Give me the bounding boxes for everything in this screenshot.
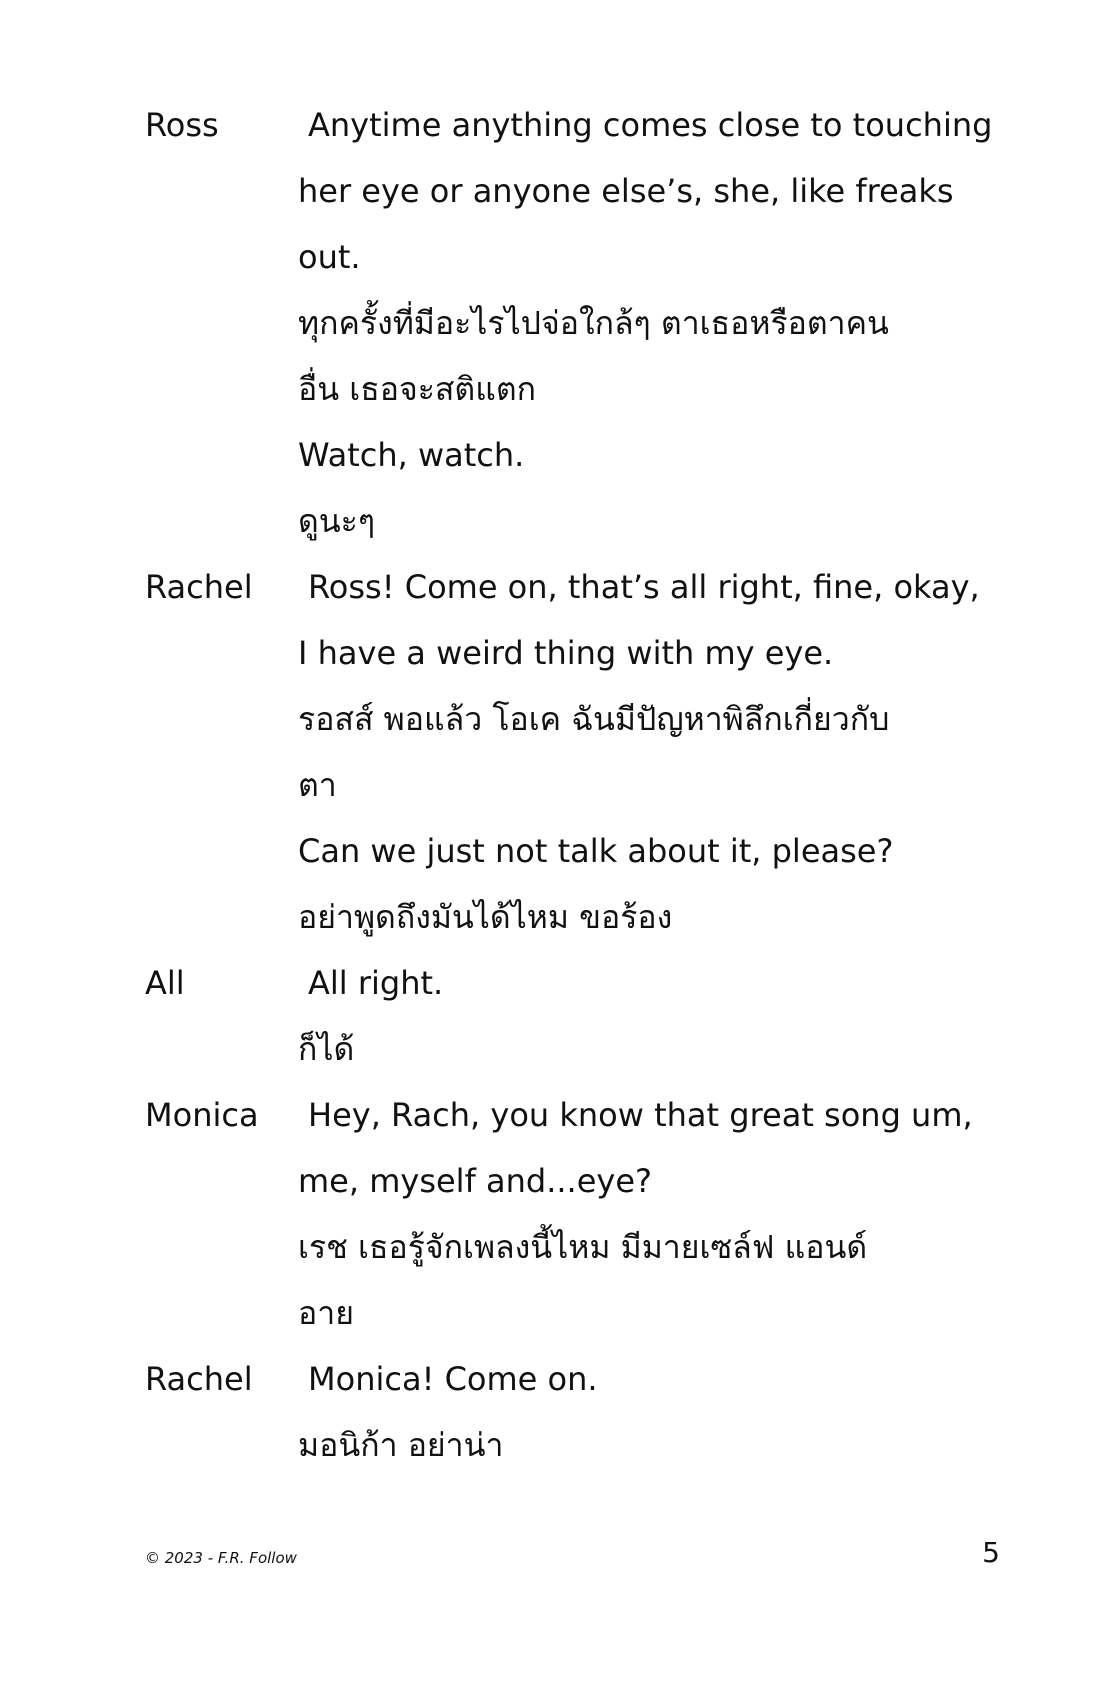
speaker-name: Rachel [145,1360,253,1398]
dialogue-line: Hey, Rach, you know that great song um, [308,1096,973,1134]
dialogue-line: อื่น เธอจะสติแตก [298,370,536,408]
dialogue-block [145,1346,995,1478]
page-number: 5 [982,1536,1000,1569]
dialogue-block [145,950,995,1082]
dialogue-line: ตา [298,766,337,804]
dialogue-block [145,92,995,554]
dialogue-line: All right. [308,964,444,1002]
speaker-name: Monica [145,1096,259,1134]
speaker-name: All [145,964,185,1002]
copyright-footer: © 2023 - F.R. Follow [145,1549,297,1567]
dialogue-line: ก็ได้ [298,1030,355,1068]
dialogue-line: อาย [298,1294,354,1332]
dialogue-lines [298,950,995,1082]
dialogue-block [145,554,995,950]
script-dialogue [145,92,995,1478]
dialogue-lines [298,554,995,950]
dialogue-line: อย่าพูดถึงมันได้ไหม ขอร้อง [298,898,673,936]
dialogue-line: ทุกครั้งที่มีอะไรไปจ่อใกล้ๆ ตาเธอหรือตาคน [298,304,889,342]
dialogue-block [145,1082,995,1346]
speaker-name: Rachel [145,568,253,606]
dialogue-line: her eye or anyone else’s, she, like freaks [298,172,954,210]
dialogue-line: Ross! Come on, that’s all right, fine, okay, [308,568,980,606]
dialogue-line: ดูนะๆ [298,502,376,540]
dialogue-line: Watch, watch. [298,436,525,474]
dialogue-line: I have a weird thing with my eye. [298,634,834,672]
dialogue-lines [298,1082,995,1346]
dialogue-line: out. [298,238,361,276]
dialogue-line: Can we just not talk about it, please? [298,832,894,870]
dialogue-line: me, myself and...eye? [298,1162,653,1200]
dialogue-line: Anytime anything comes close to touching [308,106,993,144]
dialogue-line: Monica! Come on. [308,1360,598,1398]
dialogue-line: เรช เธอรู้จักเพลงนี้ไหม มีมายเซล์ฟ แอนด์ [298,1228,868,1266]
dialogue-lines [298,92,995,554]
dialogue-lines [298,1346,995,1478]
speaker-name: Ross [145,106,219,144]
dialogue-line: รอสส์ พอแล้ว โอเค ฉันมีปัญหาพิลึกเกี่ยวกับ [298,700,890,738]
dialogue-line: มอนิก้า อย่าน่า [298,1426,504,1464]
